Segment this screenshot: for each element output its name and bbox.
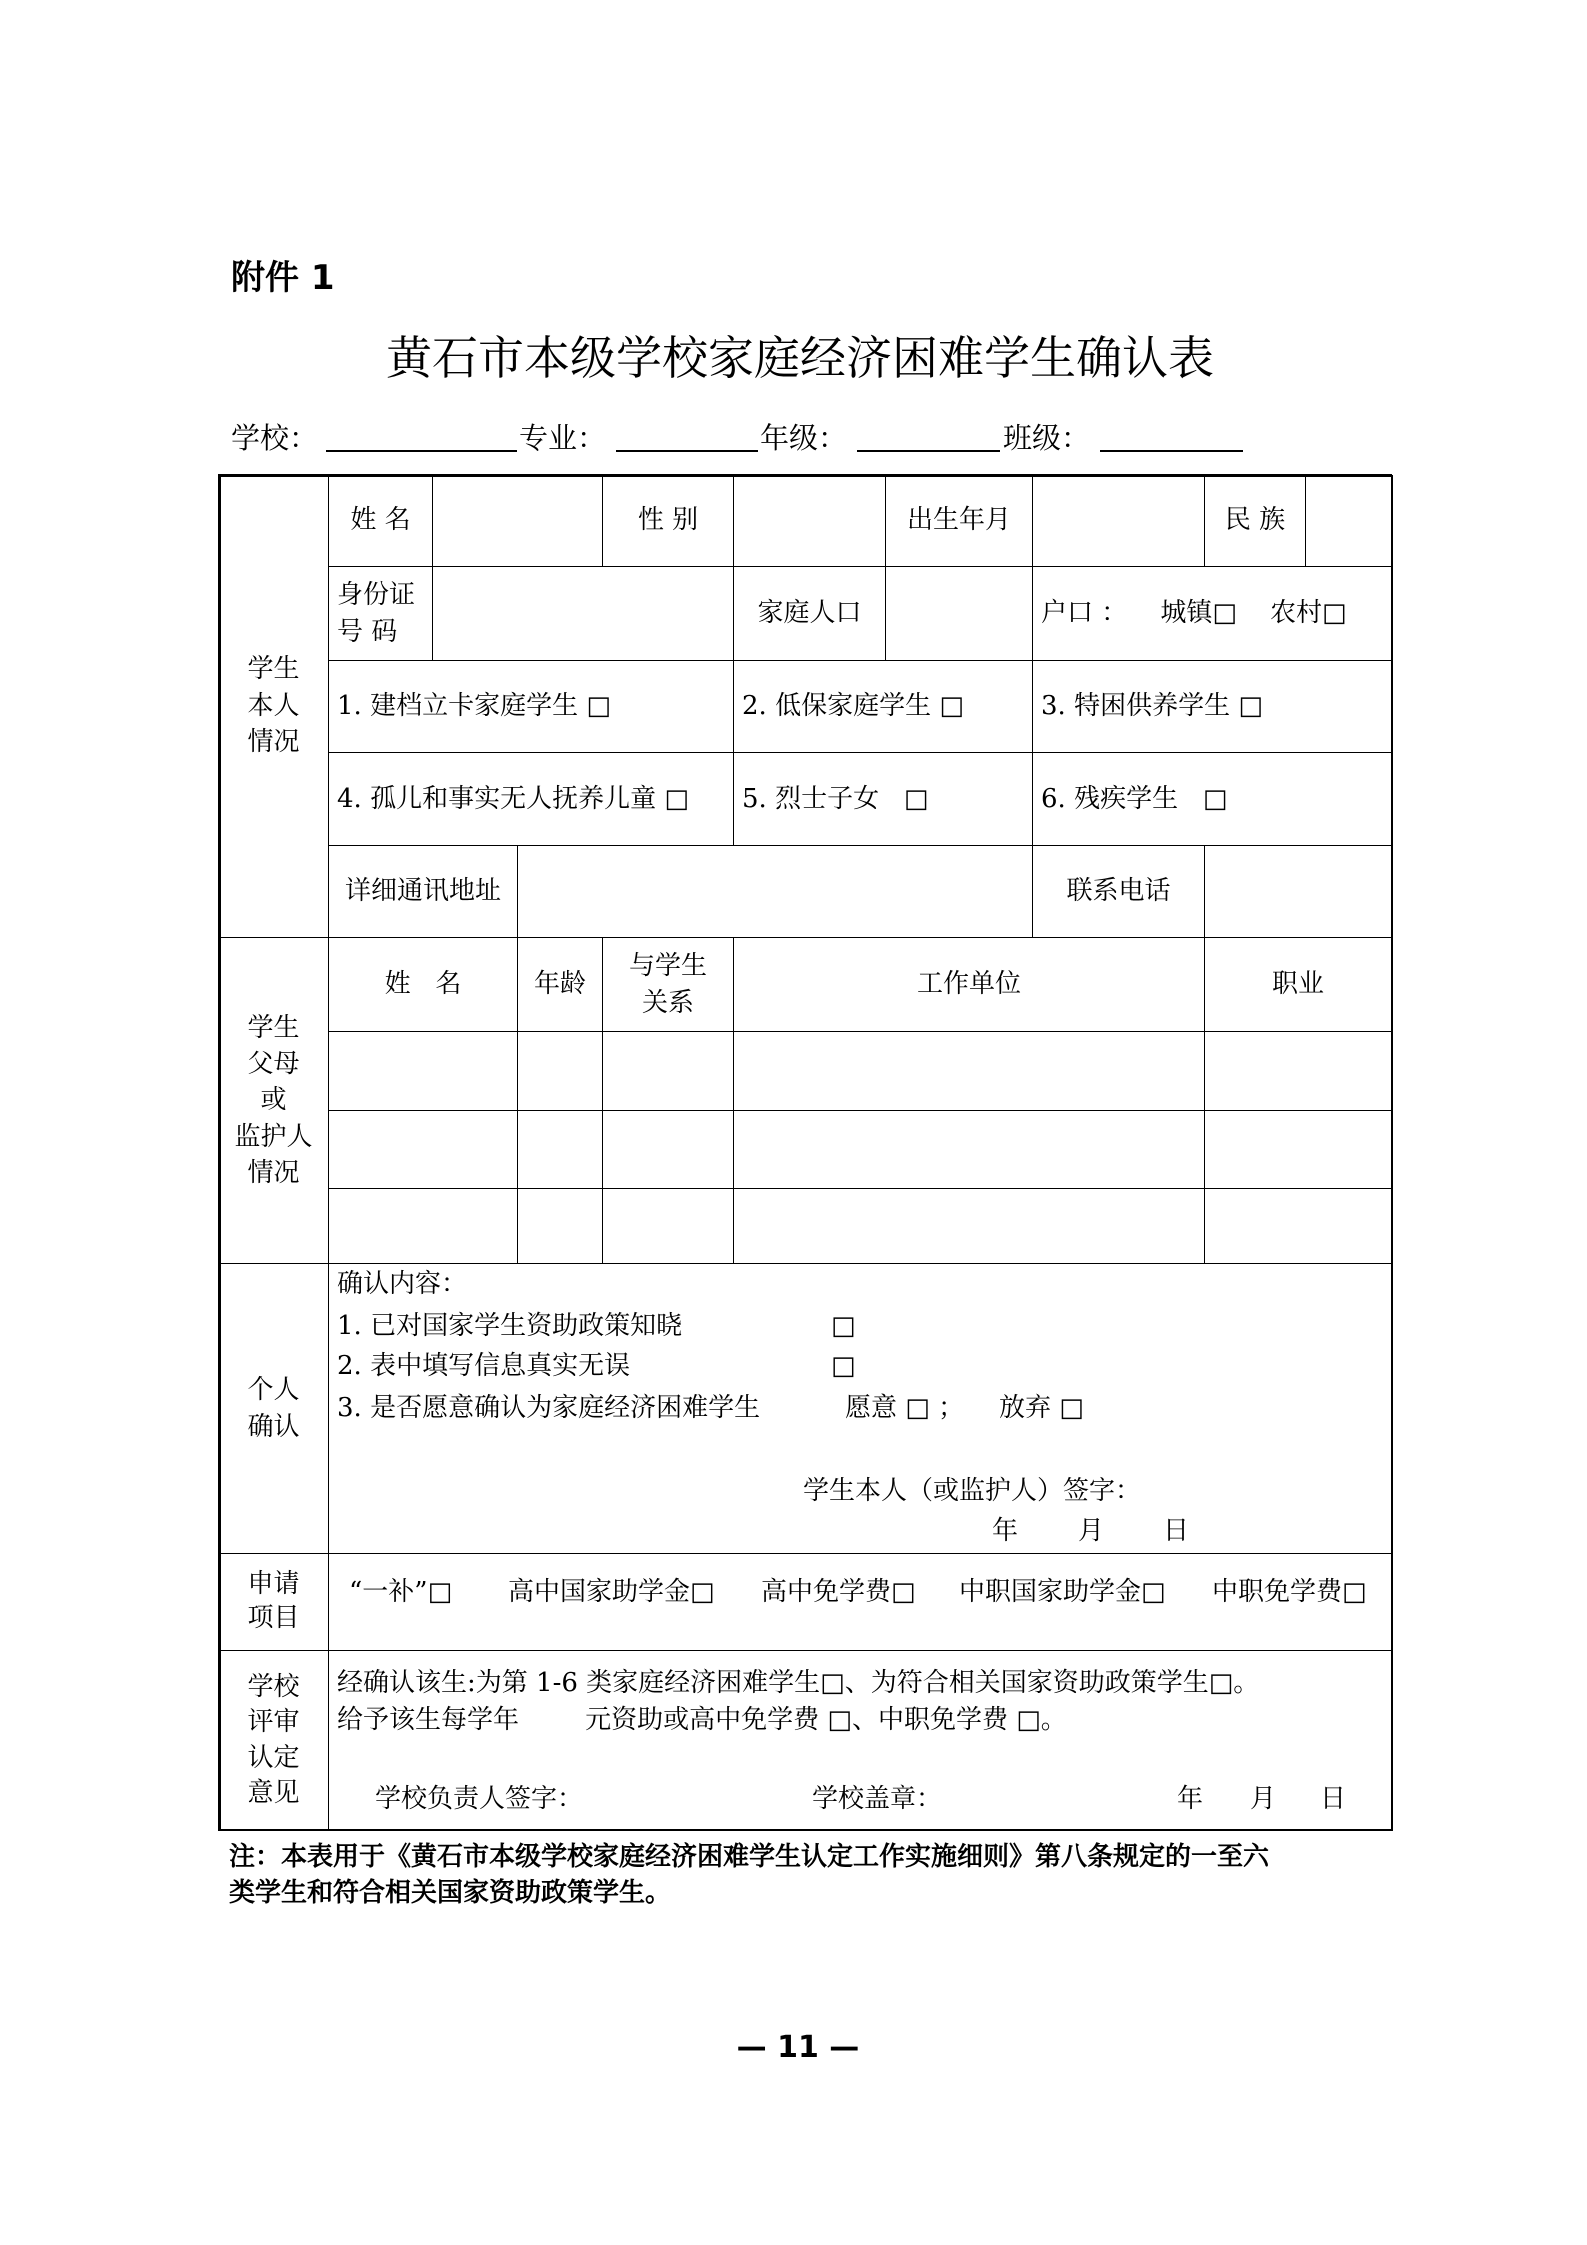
family-size-field[interactable]	[885, 566, 1033, 661]
confirm-item-1: 1. 已对国家学生资助政策知晓	[337, 1311, 683, 1341]
parent-row-2-relation[interactable]	[602, 1110, 734, 1189]
review-day: 日	[1320, 1784, 1347, 1814]
note-line-1: 注：本表用于《黄石市本级学校家庭经济困难学生认定工作实施细则》第八条规定的一至六	[229, 1842, 1270, 1872]
category-6-checkbox[interactable]: 6. 残疾学生 □	[1032, 752, 1392, 846]
parent-row-1-age[interactable]	[517, 1031, 603, 1111]
section-confirm	[218, 1263, 329, 1554]
parent-occupation-header: 职业	[1204, 937, 1392, 1032]
review-line-2: 给予该生每学年 元资助或高中免学费 □、中职免学费 □。	[337, 1705, 1067, 1735]
gender-field[interactable]	[733, 474, 886, 567]
note-line-2: 类学生和符合相关国家资助政策学生。	[229, 1878, 672, 1908]
confirm-item-2-checkbox[interactable]: □	[831, 1351, 856, 1381]
label: 评审	[247, 1707, 300, 1738]
label: 项目	[247, 1603, 300, 1633]
parent-relation-header	[602, 937, 734, 1032]
category-3-checkbox[interactable]: 3. 特困供养学生 □	[1032, 660, 1392, 753]
section-review	[218, 1650, 329, 1831]
parent-row-3-employer[interactable]	[733, 1188, 1205, 1264]
apply-yibu-checkbox[interactable]: “一补”□	[349, 1577, 453, 1607]
label: 监护人	[234, 1121, 313, 1152]
label: 情况	[247, 727, 300, 758]
page-title: 黄石市本级学校家庭经济困难学生确认表	[386, 331, 1214, 385]
class-field[interactable]	[1100, 450, 1243, 452]
phone-field[interactable]	[1204, 845, 1392, 938]
category-5-checkbox[interactable]: 5. 烈士子女 □	[733, 752, 1033, 846]
student-signature-label: 学生本人（或监护人）签字：	[803, 1476, 1142, 1506]
review-line-1: 经确认该生:为第 1-6 类家庭经济困难学生□、为符合相关国家资助政策学生□。	[337, 1668, 1260, 1698]
label: 个人	[247, 1375, 300, 1406]
label: 或	[260, 1085, 287, 1116]
id-label	[328, 566, 433, 661]
apply-vocational-grant-checkbox[interactable]: 中职国家助学金□	[959, 1577, 1166, 1607]
willing-checkbox[interactable]: 愿意 □ ；	[845, 1393, 965, 1423]
hukou-checkboxes[interactable]: 户口 ： 城镇□ 农村□	[1032, 566, 1392, 661]
parent-row-3-name[interactable]	[328, 1188, 518, 1264]
label: 意见	[247, 1777, 300, 1808]
parent-name-header: 姓 名	[328, 937, 518, 1032]
label: 与学生	[628, 951, 707, 982]
class-label: 班级：	[1003, 421, 1091, 455]
school-field[interactable]	[326, 450, 517, 452]
category-1-checkbox[interactable]: 1. 建档立卡家庭学生 □	[328, 660, 734, 753]
label: 号 码	[337, 616, 398, 647]
birth-field[interactable]	[1032, 474, 1205, 567]
birth-label: 出生年月	[885, 474, 1033, 567]
review-year: 年	[1177, 1784, 1204, 1814]
address-field[interactable]	[517, 845, 1033, 938]
confirm-item-3: 3. 是否愿意确认为家庭经济困难学生	[337, 1393, 761, 1423]
major-field[interactable]	[616, 450, 758, 452]
parent-row-3-occupation[interactable]	[1204, 1188, 1392, 1264]
label: 学生	[247, 1012, 300, 1043]
parent-row-3-age[interactable]	[517, 1188, 603, 1264]
confirm-month: 月	[1078, 1516, 1105, 1546]
grade-field[interactable]	[857, 450, 1000, 452]
apply-high-school-tuition-checkbox[interactable]: 高中免学费□	[761, 1577, 916, 1607]
school-label: 学校：	[231, 421, 319, 455]
name-label: 姓 名	[328, 474, 433, 567]
label: 父母	[247, 1048, 300, 1079]
category-2-checkbox[interactable]: 2. 低保家庭学生 □	[733, 660, 1033, 753]
label: 认定	[247, 1742, 300, 1773]
name-field[interactable]	[432, 474, 603, 567]
id-field[interactable]	[432, 566, 734, 661]
label: 确认	[247, 1411, 300, 1442]
grade-label: 年级：	[760, 421, 848, 455]
review-month: 月	[1250, 1784, 1277, 1814]
parent-row-2-employer[interactable]	[733, 1110, 1205, 1189]
label: 情况	[247, 1158, 300, 1189]
confirm-item-2: 2. 表中填写信息真实无误	[337, 1351, 631, 1381]
parent-row-1-relation[interactable]	[602, 1031, 734, 1111]
principal-signature-label: 学校负责人签字：	[375, 1784, 584, 1814]
abandon-checkbox[interactable]: 放弃 □	[999, 1393, 1084, 1423]
parent-row-3-relation[interactable]	[602, 1188, 734, 1264]
label: 学生	[247, 654, 300, 685]
family-size-label: 家庭人口	[733, 566, 886, 661]
parent-age-header: 年龄	[517, 937, 603, 1032]
gender-label: 性 别	[602, 474, 734, 567]
parent-row-1-employer[interactable]	[733, 1031, 1205, 1111]
parent-row-1-occupation[interactable]	[1204, 1031, 1392, 1111]
label: 本人	[247, 690, 300, 721]
label: 学校	[247, 1672, 300, 1703]
section-student	[218, 474, 329, 938]
parent-row-2-age[interactable]	[517, 1110, 603, 1189]
attachment-label: 附件 1	[231, 258, 335, 298]
apply-high-school-grant-checkbox[interactable]: 高中国家助学金□	[508, 1577, 715, 1607]
section-apply	[218, 1553, 329, 1651]
parent-row-2-name[interactable]	[328, 1110, 518, 1189]
confirm-heading: 确认内容：	[337, 1269, 468, 1299]
apply-vocational-tuition-checkbox[interactable]: 中职免学费□	[1212, 1577, 1367, 1607]
confirm-item-1-checkbox[interactable]: □	[831, 1311, 856, 1341]
ethnic-label: 民 族	[1204, 474, 1306, 567]
confirm-day: 日	[1163, 1516, 1190, 1546]
label: 身份证	[337, 580, 416, 611]
label: 申请	[247, 1569, 300, 1600]
section-parents	[218, 937, 329, 1264]
parent-row-1-name[interactable]	[328, 1031, 518, 1111]
school-seal-label: 学校盖章：	[812, 1784, 943, 1814]
major-label: 专业：	[519, 421, 607, 455]
label: 关系	[641, 987, 694, 1018]
ethnic-field[interactable]	[1305, 474, 1392, 567]
category-4-checkbox[interactable]: 4. 孤儿和事实无人抚养儿童 □	[328, 752, 734, 846]
parent-row-2-occupation[interactable]	[1204, 1110, 1392, 1189]
address-label: 详细通讯地址	[328, 845, 518, 938]
parent-employer-header: 工作单位	[733, 937, 1205, 1032]
phone-label: 联系电话	[1032, 845, 1205, 938]
confirm-year: 年	[992, 1516, 1019, 1546]
page-number: — 11 —	[736, 2030, 860, 2065]
